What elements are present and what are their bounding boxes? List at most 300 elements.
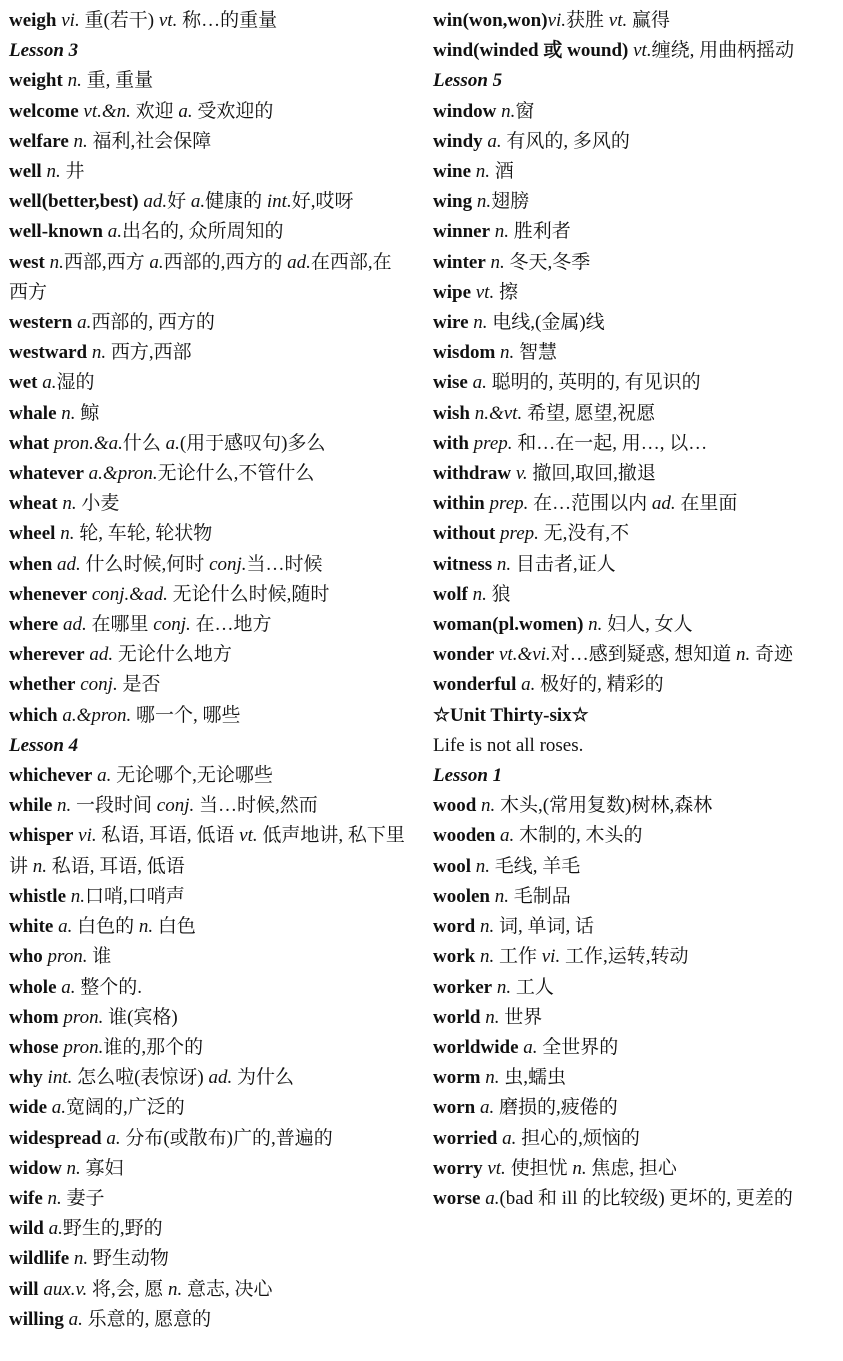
definition: n.窗 (501, 100, 535, 122)
headword: wood (433, 795, 477, 817)
headword: what (9, 432, 50, 454)
entry-whose (9, 1033, 407, 1063)
definition: prep. 和…在一起, 用…, 以… (473, 432, 708, 454)
definition: n. 井 (46, 161, 85, 183)
part-of-speech: a. (51, 1097, 66, 1119)
part-of-speech: n. (62, 493, 77, 515)
part-of-speech: pron. (47, 946, 88, 968)
headword: widespread (9, 1127, 102, 1149)
headword: winner (433, 221, 490, 243)
definition: a. 磨损的,疲倦的 (479, 1097, 618, 1119)
headword: world (433, 1006, 481, 1028)
part-of-speech: a. (479, 1097, 495, 1119)
part-of-speech: a. (502, 1127, 517, 1149)
definition: ad. 在哪里 conj. 在…地方 (63, 614, 272, 636)
entry-word (433, 912, 827, 942)
headword: wild (9, 1218, 44, 1240)
definition: n. 西方,西部 (91, 342, 192, 364)
definition: pron.&a.什么 a.(用于感叹句)多么 (53, 432, 326, 454)
entry-wisdom (433, 338, 827, 368)
definition: vi.获胜 vt. 赢得 (547, 10, 671, 31)
headword: worse (433, 1187, 481, 1209)
part-of-speech: n. (494, 885, 509, 907)
entry-whale (9, 399, 407, 429)
entry-worry (433, 1154, 827, 1184)
entry-wish (433, 399, 827, 429)
headword: wind(winded 或 wound) (433, 40, 629, 62)
entry-well-better-best (9, 187, 407, 217)
headword: within (433, 493, 485, 515)
headword: wine (433, 161, 471, 183)
headword: wish (433, 402, 470, 424)
entry-well (9, 157, 407, 187)
entry-window (433, 97, 827, 127)
definition: a. 白色的 n. 白色 (58, 916, 196, 938)
entry-well-known (9, 217, 407, 247)
entry-widespread (9, 1124, 407, 1154)
definition: a. 木制的, 木头的 (500, 825, 643, 847)
definition: vi. 私语, 耳语, 低语 vt. 低声地讲, 私下里讲 n. 私语, 耳语, 低语 (9, 825, 405, 877)
headword: who (9, 946, 43, 968)
headword: well-known (9, 221, 103, 243)
definition: n. 一段时间 conj. 当…时候,然而 (57, 795, 318, 817)
definition: prep. 在…范围以内 ad. 在里面 (489, 493, 738, 515)
entry-western (9, 308, 407, 338)
headword: whistle (9, 885, 66, 907)
entry-wonder (433, 640, 827, 670)
entry-winner (433, 217, 827, 247)
part-of-speech: a. (97, 765, 112, 787)
part-of-speech: n. (496, 976, 512, 998)
entry-wine (433, 157, 827, 187)
headword: wherever (9, 644, 85, 666)
part-of-speech: n. (70, 885, 85, 907)
part-of-speech: prep. (500, 523, 539, 545)
definition: a. 担心的,烦恼的 (502, 1127, 640, 1149)
definition: n. 智慧 (500, 342, 558, 364)
part-of-speech: prep. (489, 493, 529, 515)
definition: int. 怎么啦(表惊讶) ad. 为什么 (47, 1067, 295, 1089)
headword: wheat (9, 493, 58, 515)
definition: prep. 无,没有,不 (500, 523, 630, 545)
part-of-speech: a. (523, 1036, 538, 1058)
headword: woman(pl.women) (433, 614, 584, 636)
part-of-speech: a. (487, 130, 502, 152)
definition: vt. 擦 (475, 281, 518, 303)
entry-withdraw (433, 459, 827, 489)
entry-white (9, 912, 407, 942)
definition: a. 有风的, 多风的 (487, 130, 630, 152)
headword: why (9, 1067, 43, 1089)
definition: n. 狼 (472, 583, 511, 605)
entry-willing (9, 1305, 407, 1335)
part-of-speech: vt. (633, 40, 652, 62)
entry-worn (433, 1093, 827, 1123)
part-of-speech: n. (475, 855, 490, 877)
definition: a. 全世界的 (523, 1036, 619, 1058)
definition: n. 电线,(金属)线 (473, 312, 605, 334)
part-of-speech: conj. (153, 614, 191, 636)
part-of-speech: a. (48, 1218, 63, 1240)
part-of-speech: a. (58, 916, 73, 938)
headword: when (9, 553, 53, 575)
part-of-speech: a. (107, 221, 122, 243)
entry-when (9, 550, 407, 580)
headword: worker (433, 976, 493, 998)
headword: wife (9, 1187, 43, 1209)
entry-windy (433, 127, 827, 157)
part-of-speech: prep. (473, 432, 513, 454)
part-of-speech: v. (515, 463, 528, 485)
entry-wind-winded-wound (433, 36, 827, 66)
entry-while (9, 791, 407, 821)
entry-wonderful (433, 670, 827, 700)
definition: ad. 无论什么地方 (89, 644, 232, 666)
headword: whole (9, 976, 57, 998)
definition: ad. 什么时候,何时 conj.当…时候 (57, 553, 323, 575)
headword: winter (433, 251, 486, 273)
definition: v. 撤回,取回,撤退 (515, 463, 656, 485)
definition: a.湿的 (42, 372, 95, 394)
part-of-speech: n. (46, 161, 61, 183)
headword: wet (9, 372, 38, 394)
entry-wing (433, 187, 827, 217)
headword: while (9, 795, 53, 817)
headword: with (433, 432, 469, 454)
part-of-speech: n. (501, 100, 516, 122)
definition: a. 聪明的, 英明的, 有见识的 (472, 372, 701, 394)
headword: worn (433, 1097, 476, 1119)
headword: wide (9, 1097, 47, 1119)
definition: a. 无论哪个,无论哪些 (97, 765, 273, 787)
part-of-speech: a. (61, 976, 76, 998)
definition: n. 木头,(常用复数)树林,森林 (481, 795, 713, 817)
headword: well(better,best) (9, 191, 139, 213)
entry-woolen (433, 882, 827, 912)
definition: pron. 谁(宾格) (63, 1006, 178, 1028)
part-of-speech: a. (42, 372, 57, 394)
definition: n. 福利,社会保障 (73, 130, 212, 152)
part-of-speech: n. (472, 583, 487, 605)
headword: whether (9, 674, 76, 696)
entry-winter (433, 248, 827, 278)
definition: n. 轮, 车轮, 轮状物 (60, 523, 213, 545)
headword: work (433, 946, 476, 968)
headword: willing (9, 1308, 64, 1330)
part-of-speech: vt. (608, 10, 628, 31)
entry-widow (9, 1154, 407, 1184)
headword: wire (433, 312, 469, 334)
entry-whistle (9, 882, 407, 912)
part-of-speech: n. (66, 1157, 81, 1179)
part-of-speech: pron. (63, 1036, 104, 1058)
entry-worse (433, 1184, 827, 1214)
entry-world (433, 1003, 827, 1033)
headword: wipe (433, 281, 471, 303)
entry-weight (9, 66, 407, 96)
definition: n. 工作 vi. 工作,运转,转动 (479, 946, 689, 968)
part-of-speech: int. (266, 191, 292, 213)
definition: n. 虫,蠕虫 (485, 1067, 566, 1089)
definition: n.翅膀 (476, 191, 530, 213)
headword: whom (9, 1006, 59, 1028)
part-of-speech: n. (485, 1067, 500, 1089)
part-of-speech: vi. (61, 10, 80, 31)
headword: widow (9, 1157, 62, 1179)
definition: n. 词, 单词, 话 (479, 916, 594, 938)
part-of-speech: vi. (541, 946, 561, 968)
headword: where (9, 614, 59, 636)
part-of-speech: a. (190, 191, 206, 213)
part-of-speech: ad. (89, 644, 114, 666)
headword: wooden (433, 825, 496, 847)
entry-whichever (9, 761, 407, 791)
part-of-speech: n. (73, 130, 88, 152)
entry-work (433, 942, 827, 972)
part-of-speech: n. (57, 795, 72, 817)
entry-whatever (9, 459, 407, 489)
part-of-speech: n. (588, 614, 603, 636)
headword: withdraw (433, 463, 512, 485)
part-of-speech: n. (485, 1006, 500, 1028)
definition: n. 野生动物 (73, 1248, 169, 1270)
part-of-speech: n.&vt. (474, 402, 523, 424)
part-of-speech: n. (481, 795, 496, 817)
entry-wool (433, 852, 827, 882)
entry-witness (433, 550, 827, 580)
part-of-speech: conj. (156, 795, 195, 817)
definition: n. 妇人, 女人 (588, 614, 693, 636)
definition: n. 冬天,冬季 (490, 251, 591, 273)
part-of-speech: a.&pron. (62, 704, 132, 726)
part-of-speech: ad. (651, 493, 676, 515)
headword: worried (433, 1127, 498, 1149)
definition: a. 分布(或散布)广的,普遍的 (106, 1127, 333, 1149)
headword: weight (9, 70, 63, 92)
entry-wise (433, 368, 827, 398)
part-of-speech: conj. (80, 674, 118, 696)
entry-whenever (9, 580, 407, 610)
headword: worry (433, 1157, 483, 1179)
definition: aux.v. 将,会, 愿 n. 意志, 决心 (43, 1278, 273, 1300)
part-of-speech: n. (168, 1278, 183, 1300)
headword: whenever (9, 583, 88, 605)
definition: n. 鲸 (61, 402, 100, 424)
part-of-speech: a. (500, 825, 515, 847)
definition: n. 世界 (485, 1006, 543, 1028)
headword: white (9, 916, 54, 938)
part-of-speech: pron. (63, 1006, 104, 1028)
headword: will (9, 1278, 39, 1300)
part-of-speech: conj. (209, 553, 247, 575)
definition: a. 乐意的, 愿意的 (68, 1308, 212, 1330)
definition: vt. 使担忧 n. 焦虑, 担心 (487, 1157, 677, 1179)
entry-within (433, 489, 827, 519)
part-of-speech: vt.&n. (83, 100, 131, 122)
definition: a.宽阔的,广泛的 (51, 1097, 185, 1119)
definition: n. 毛线, 羊毛 (475, 855, 581, 877)
headword: without (433, 523, 496, 545)
headword: window (433, 100, 497, 122)
part-of-speech: n. (479, 916, 495, 938)
part-of-speech: n. (496, 553, 512, 575)
headword: wise (433, 372, 468, 394)
part-of-speech: ad. (287, 251, 311, 273)
headword: whatever (9, 463, 84, 485)
entry-win-won-won (433, 6, 827, 36)
part-of-speech: pron.&a. (53, 432, 123, 454)
definition: pron.谁的,那个的 (63, 1036, 204, 1058)
lesson-heading: Lesson 5 (433, 70, 503, 92)
part-of-speech: n. (479, 946, 495, 968)
part-of-speech: n. (49, 251, 64, 273)
headword: wing (433, 191, 473, 213)
entry-wooden (433, 821, 827, 851)
definition: a.出名的, 众所周知的 (107, 221, 284, 243)
entry-wet (9, 368, 407, 398)
entry-will (9, 1275, 407, 1305)
headword: woolen (433, 885, 490, 907)
definition: vt.&n. 欢迎 a. 受欢迎的 (83, 100, 274, 122)
part-of-speech: vt. (475, 281, 495, 303)
entry-wipe (433, 278, 827, 308)
entry-who (9, 942, 407, 972)
entry-wide (9, 1093, 407, 1123)
part-of-speech: n. (490, 251, 505, 273)
part-of-speech: ad. (57, 553, 81, 575)
headword: west (9, 251, 45, 273)
headword: western (9, 312, 73, 334)
part-of-speech: n. (67, 70, 82, 92)
definition: n. 目击者,证人 (496, 553, 616, 575)
headword: wolf (433, 583, 468, 605)
headword: whale (9, 402, 57, 424)
entry-why (9, 1063, 407, 1093)
part-of-speech: conj.&ad. (91, 583, 168, 605)
lesson-heading: Lesson 4 (9, 734, 79, 756)
headword: weigh (9, 10, 57, 31)
part-of-speech: n. (500, 342, 515, 364)
entry-wheel (9, 519, 407, 549)
entry-wherever (9, 640, 407, 670)
entry-worker (433, 973, 827, 1003)
entry-worm (433, 1063, 827, 1093)
part-of-speech: n. (494, 221, 509, 243)
part-of-speech: ad. (208, 1067, 233, 1089)
part-of-speech: vt.&vi. (498, 644, 551, 666)
part-of-speech: a. (106, 1127, 121, 1149)
part-of-speech: a. (521, 674, 536, 696)
entry-whisper (9, 821, 407, 881)
definition: a.野生的,野的 (48, 1218, 163, 1240)
part-of-speech: ad. (143, 191, 168, 213)
part-of-speech: n. (476, 191, 492, 213)
part-of-speech: n. (61, 402, 76, 424)
entry-wire (433, 308, 827, 338)
headword: whisper (9, 825, 74, 847)
definition: n.西部,西方 a.西部的,西方的 ad.在西部,在西方 (9, 251, 392, 303)
part-of-speech: n. (32, 855, 48, 877)
entry-whether (9, 670, 407, 700)
definition: n. 重, 重量 (67, 70, 154, 92)
entry-which (9, 701, 407, 731)
definition: a.&pron. 哪一个, 哪些 (62, 704, 241, 726)
entry-welcome (9, 97, 407, 127)
headword: win(won,won) (433, 10, 548, 31)
definition: n.口哨,口哨声 (70, 885, 185, 907)
headword: windy (433, 130, 483, 152)
headword: whose (9, 1036, 59, 1058)
part-of-speech: a. (165, 432, 180, 454)
part-of-speech: vt. (487, 1157, 506, 1179)
part-of-speech: a. (485, 1187, 500, 1209)
part-of-speech: n. (735, 644, 751, 666)
headword: wool (433, 855, 471, 877)
part-of-speech: vt. (239, 825, 258, 847)
definition: vi. 重(若干) vt. 称…的重量 (61, 10, 278, 31)
definition: a. 极好的, 精彩的 (521, 674, 664, 696)
definition: n. 妻子 (47, 1187, 105, 1209)
part-of-speech: vt. (158, 10, 178, 31)
definition: n.&vt. 希望, 愿望,祝愿 (474, 402, 656, 424)
entry-with (433, 429, 827, 459)
part-of-speech: n. (572, 1157, 587, 1179)
part-of-speech: vi. (547, 10, 567, 31)
part-of-speech: n. (73, 1248, 89, 1270)
definition: n. 寡妇 (66, 1157, 124, 1179)
headword: wildlife (9, 1248, 70, 1270)
definition: a.(bad 和 ill 的比较级) 更坏的, 更差的 (485, 1187, 793, 1209)
entry-wheat (9, 489, 407, 519)
headword: westward (9, 342, 88, 364)
entry-wood (433, 791, 827, 821)
definition: a. 整个的. (61, 976, 143, 998)
headword: word (433, 916, 476, 938)
headword: worm (433, 1067, 481, 1089)
unit-heading: ☆Unit Thirty-six☆ (433, 704, 589, 726)
headword: witness (433, 553, 493, 575)
headword: welcome (9, 100, 79, 122)
part-of-speech: n. (91, 342, 107, 364)
definition: ad.好 a.健康的 int.好,哎呀 (143, 191, 354, 213)
definition: n. 酒 (475, 161, 514, 183)
entry-whom (9, 1003, 407, 1033)
headword: wheel (9, 523, 56, 545)
entry-where (9, 610, 407, 640)
headword: well (9, 161, 42, 183)
definition: vt.&vi.对…感到疑惑, 想知道 n. 奇迹 (498, 644, 793, 666)
part-of-speech: a.&pron. (88, 463, 158, 485)
definition: n. 小麦 (62, 493, 120, 515)
definition: n. 工人 (496, 976, 554, 998)
headword: welfare (9, 130, 69, 152)
entry-woman-pl-women (433, 610, 827, 640)
part-of-speech: ad. (63, 614, 87, 636)
definition: vt.缠绕, 用曲柄摇动 (633, 40, 795, 62)
entry-westward (9, 338, 407, 368)
entry-what (9, 429, 407, 459)
headword: wonder (433, 644, 495, 666)
part-of-speech: n. (47, 1187, 62, 1209)
entry-worried (433, 1124, 827, 1154)
headword: wonderful (433, 674, 517, 696)
unit-motto: Life is not all roses. (433, 734, 584, 756)
part-of-speech: a. (149, 251, 164, 273)
definition: pron. 谁 (47, 946, 112, 968)
lesson-heading: Lesson 3 (9, 40, 79, 62)
part-of-speech: int. (47, 1067, 73, 1089)
entry-wild (9, 1214, 407, 1244)
